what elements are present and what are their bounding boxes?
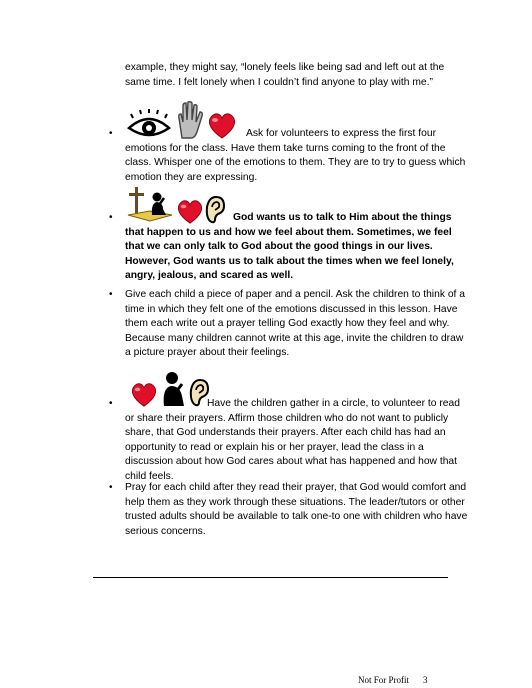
bullet-5-text: Pray for each child after they read their prayer, that God would comfort and help them as they work through these situations. The leader/tutors or other trusted adults should be available to talk one-to one with children who have serious concerns. <box>125 482 468 537</box>
bullet-marker: • <box>109 289 113 300</box>
bullet-3-text: Give each child a piece of paper and a pencil. Ask the children to think of a time in which they felt one of the emotions discussed in this lesson. Have them each write out a prayer telling God exactly how they feel and why. Because many children cannot write at this age, invite the children to draw a picture prayer about their feelings. <box>125 289 466 358</box>
bullet-marker: • <box>109 398 113 409</box>
bullet-4-text: Have the children gather in a circle, to volunteer to read or share their prayers. Affirm those children who do not want to publicly share, that God understands their prayers. After each child has had an opportunity to read or explain his or her prayer, lead the class in a discussion about how God cares about what has happened and how that child feels. <box>125 398 460 482</box>
bullet-2-text: God wants us to talk to Him about the things that happen to us and how we feel about them. Sometimes, we feel that we can only talk to God about the good things in our lives. However, God wants us to talk about the times when we feel lonely, angry, jealous, and scared as well. <box>125 212 454 281</box>
page-number: 3 <box>423 675 428 685</box>
bullet-1-text: Ask for volunteers to express the first four emotions for the class. Have them take turns coming to the front of the class. Whisper one of the emotions to them. They are to try to guess which emotion they are expressing. <box>125 128 466 183</box>
footer-label: Not For Profit <box>358 675 410 685</box>
bullet-marker: • <box>109 212 113 223</box>
bullet-marker: • <box>109 482 113 493</box>
bullet-marker: • <box>109 128 113 139</box>
page-footer <box>358 675 428 685</box>
footer-divider <box>93 577 448 578</box>
intro-paragraph: example, they might say, “lonely feels like being sad and left out at the same time. I felt lonely when I couldn’t find anyone to play with me.” <box>125 62 445 88</box>
